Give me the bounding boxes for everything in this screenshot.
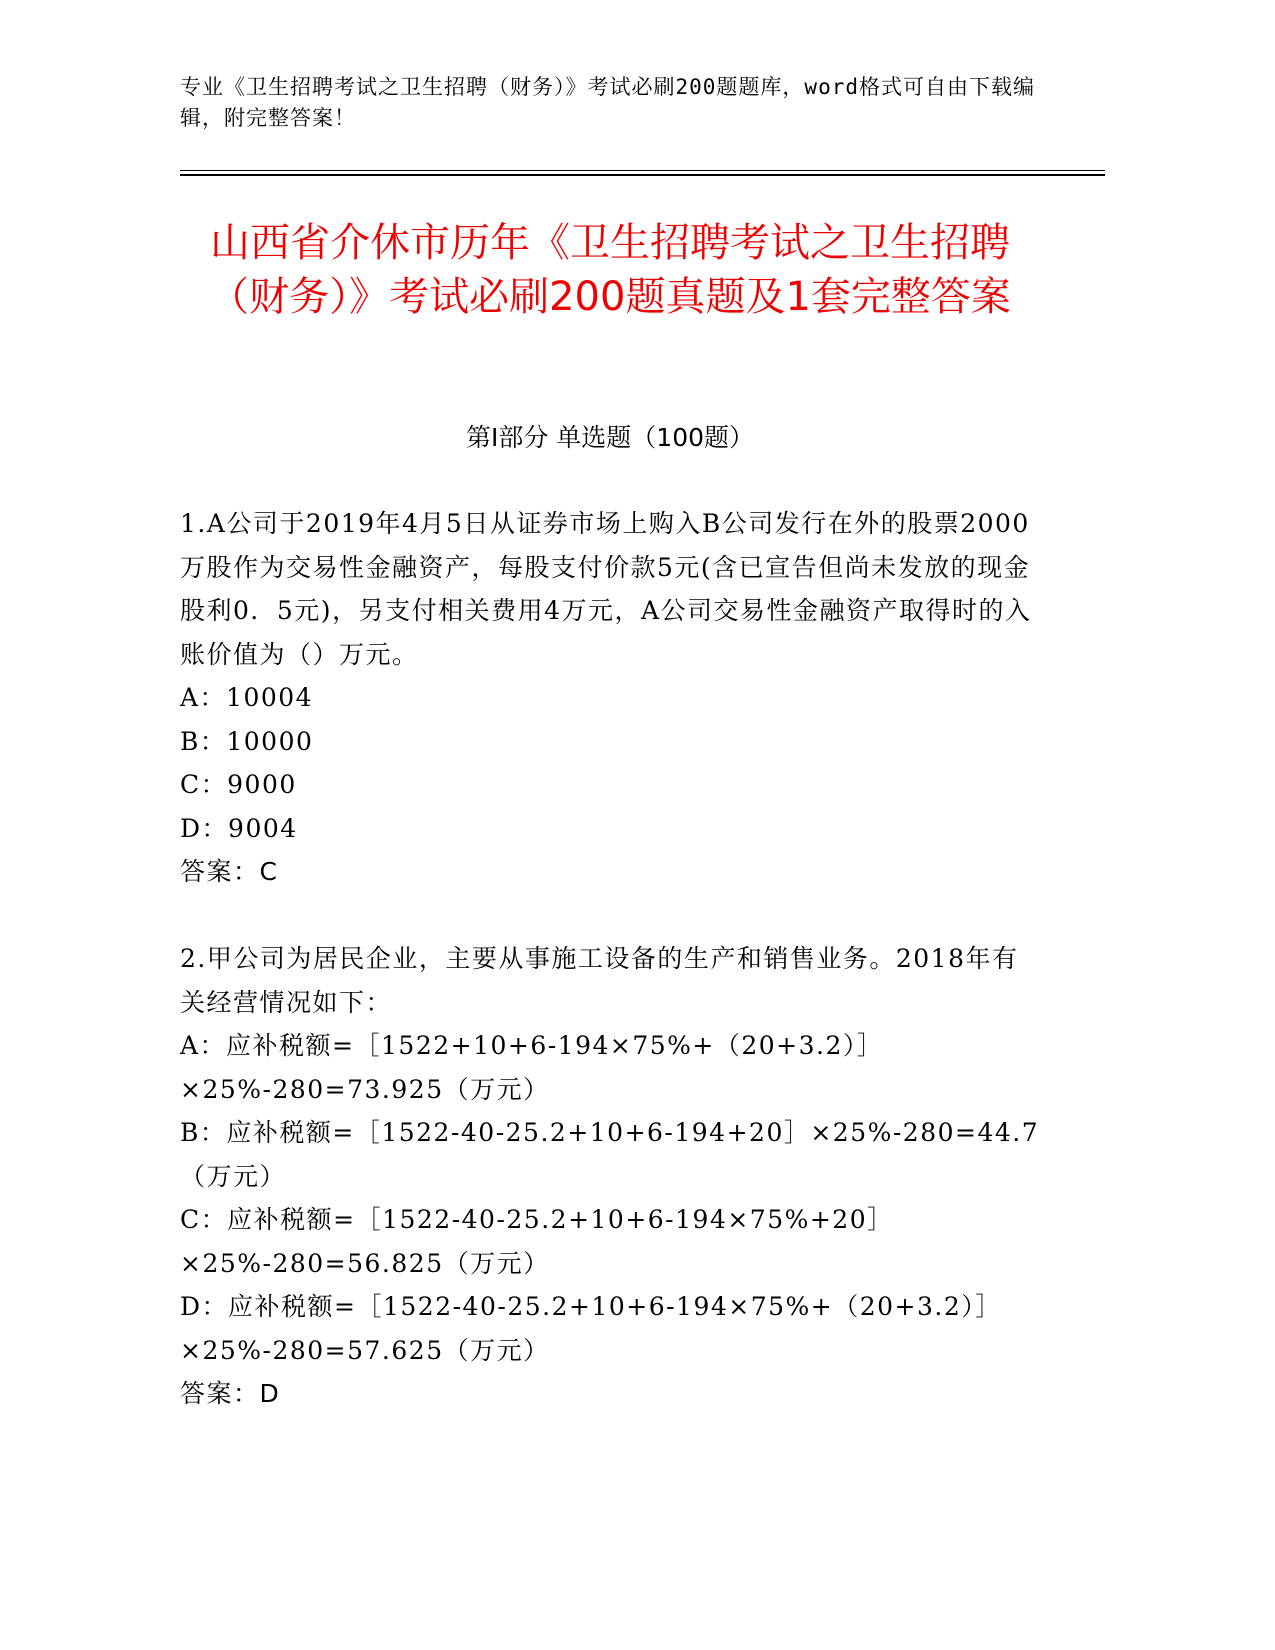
option-c: C：应补税额=［1522-40-25.2+10+6-194×75%+20］×25%-280=56.825（万元） bbox=[180, 1205, 894, 1278]
answer-label: 答案： bbox=[180, 1379, 260, 1408]
option-d: D：9004 bbox=[180, 813, 298, 843]
intro-text: 专业《卫生招聘考试之卫生招聘（财务）》考试必刷200题题库，word格式可自由下载编辑，附完整答案！ bbox=[180, 75, 1035, 130]
answer-line bbox=[180, 850, 1040, 894]
question-stem: 2.甲公司为居民企业，主要从事施工设备的生产和销售业务。2018年有关经营情况如下： bbox=[180, 944, 1019, 1017]
document-title: 山西省介休市历年《卫生招聘考试之卫生招聘（财务）》考试必刷200题真题及1套完整答案 bbox=[209, 220, 1011, 320]
question-stem: 1.A公司于2019年4月5日从证券市场上购入B公司发行在外的股票2000万股作为交易性金融资产，每股支付价款5元(含已宣告但尚未发放的现金股利0．5元)，另支付相关费用4万元，A公司交易性金融资产取得时的入账价值为（）万元。 bbox=[180, 509, 1032, 669]
option-a: A：10004 bbox=[180, 683, 314, 712]
option-b: B：应补税额=［1522-40-25.2+10+6-194+20］×25%-280=44.7（万元） bbox=[180, 1118, 1040, 1191]
answer-value: C bbox=[259, 857, 279, 886]
header-rule-thin bbox=[180, 170, 1105, 171]
answer-value: D bbox=[259, 1379, 281, 1408]
question-2 bbox=[180, 937, 1040, 1416]
option-c: C：9000 bbox=[180, 770, 297, 799]
answer-label: 答案： bbox=[180, 857, 260, 886]
header-rule-thick bbox=[180, 174, 1105, 176]
question-1 bbox=[180, 502, 1040, 894]
option-d: D：应补税额=［1522-40-25.2+10+6-194×75%+（20+3.2）］×25%-280=57.625（万元） bbox=[180, 1292, 1002, 1365]
option-a: A：应补税额=［1522+10+6-194×75%+（20+3.2）］×25%-280=73.925（万元） bbox=[180, 1031, 884, 1104]
section-heading: 第Ⅰ部分 单选题（100题） bbox=[465, 423, 755, 452]
option-b: B：10000 bbox=[180, 726, 314, 756]
answer-line bbox=[180, 1372, 1040, 1416]
